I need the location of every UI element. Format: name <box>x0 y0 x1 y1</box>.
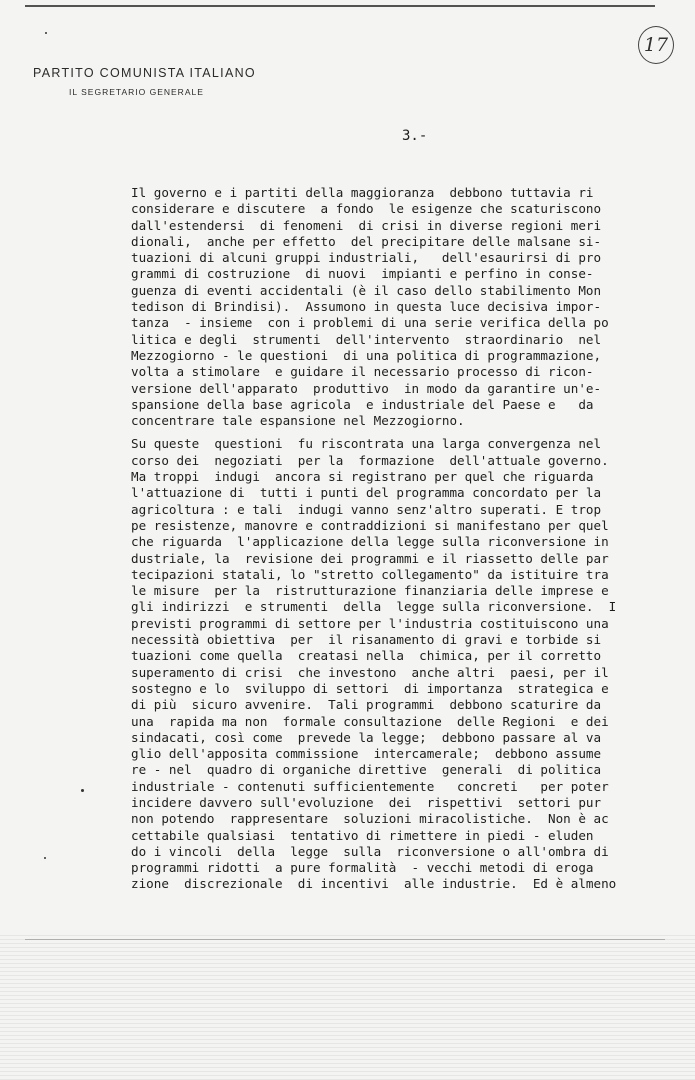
scan-speck <box>44 857 46 859</box>
scan-speck <box>45 32 47 34</box>
scan-artifact-band <box>0 935 695 1080</box>
document-body <box>131 185 643 893</box>
letterhead <box>33 66 256 97</box>
paragraph-2: Su queste questioni fu riscontrata una larga convergenza nel corso dei negoziati per la formazione dell'attuale governo. Ma troppi indugi ancora si registrano per quel che riguarda l'attuazione di tutti i punti del programma concordato per la agricoltura : e tali indugi vanno senz'altro superati. E trop pe resistenze, manovre e contraddizioni si manifestano per quel che riguarda l'applicazione della legge sulla riconversione in dustriale, la revisione dei programmi e il riassetto delle par tecipazioni statali, lo "stretto collegamento" da istituire tra le misure per la ristrutturazione finanziaria delle imprese e gli indirizzi e strumenti della legge sulla riconversione. I previsti programmi di settore per l'industria costituiscono una necessità obiettiva per il risanamento di gravi e torbide si tuazioni come quella creatasi nella chimica, per il corretto superamento di crisi che investono anche altri paesi, per il sostegno e lo sviluppo di settori di importanza strategica e di più sicuro avvenire. Tali programmi debbono scaturire da una rapida ma non formale consultazione delle Regioni e dei sindacati, così come prevede la legge; debbono passare al va glio dell'apposita commissione intercamerale; debbono assume re - nel quadro di organiche direttive generali di politica industriale - contenuti sufficientemente concreti per poter incidere davvero sull'evoluzione dei rispettivi settori pur non potendo rappresentare soluzioni miracolistiche. Non è ac cettabile qualsiasi tentativo di rimettere in piedi - eluden do i vincoli della legge sulla riconversione o all'ombra di programmi ridotti a pure formalità - vecchi metodi di eroga zione discrezionale di incentivi alle industrie. Ed è almeno <box>131 436 617 892</box>
scan-edge-line <box>25 939 665 940</box>
letterhead-party-name: PARTITO COMUNISTA ITALIANO <box>33 66 256 80</box>
page-number: 3.- <box>402 128 428 144</box>
page-top-rule <box>25 5 655 7</box>
letterhead-office: IL SEGRETARIO GENERALE <box>69 87 204 97</box>
paragraph-1: Il governo e i partiti della maggioranza debbono tuttavia ri considerare e discutere a fondo le esigenze che scaturiscono dall'estendersi di fenomeni di crisi in diverse regioni meri dionali, anche per effetto del precipitare delle malsane si- tuazioni di alcuni gruppi industriali, dell'esaurirsi di pro grammi di costruzione di nuovi impianti e perfino in conse- guenza di eventi accidentali (è il caso dello stabilimento Mon tedison di Brindisi). Assumono in questa luce decisiva impor- tanza - insieme con i problemi di una serie verifica della po litica e degli strumenti dell'intervento straordinario nel Mezzogiorno - le questioni di una politica di programmazione, volta a stimolare e guidare il necessario processo di ricon- versione dell'apparato produttivo in modo da garantire un'e- spansione della base agricola e industriale del Paese e da concentrare tale espansione nel Mezzogiorno. <box>131 185 609 429</box>
margin-mark <box>81 789 84 792</box>
folio-stamp: 17 <box>638 26 674 64</box>
